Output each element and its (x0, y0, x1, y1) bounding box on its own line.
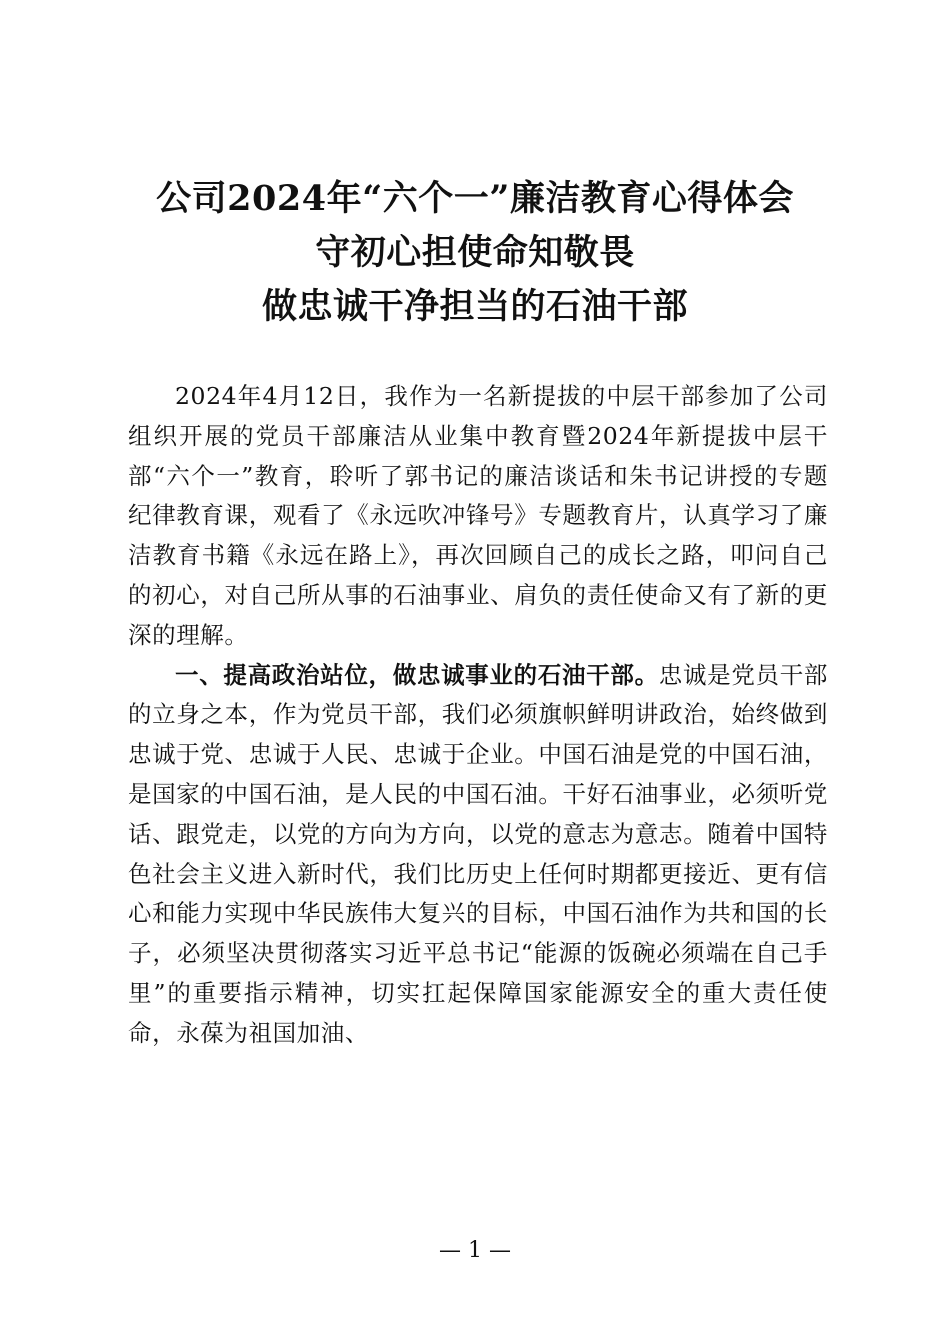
section-1-text: 忠诚是党员干部的立身之本，作为党员干部，我们必须旗帜鲜明讲政治，始终做到忠诚于党、忠诚于人民、忠诚于企业。中国石油是党的中国石油，是国家的中国石油，是人民的中国石油。干好石油事业，必须听党话、跟党走，以党的方向为方向，以党的意志为意志。随着中国特色社会主义进入新时代，我们比历史上任何时期都更接近、更有信心和能力实现中华民族伟大复兴的目标，中国石油作为共和国的长子，必须坚决贯彻落实习近平总书记“能源的饭碗必须端在自己手里”的重要指示精神，切实扛起保障国家能源安全的重大责任使命，永葆为祖国加油、 (128, 660, 829, 1047)
section-1-heading: 一、提高政治站位，做忠诚事业的石油干部。 (175, 660, 659, 689)
paragraph-intro (128, 377, 828, 656)
paragraph-intro-text: 2024年4月12日，我作为一名新提拔的中层干部参加了公司组织开展的党员干部廉洁从业集中教育暨2024年新提拔中层干部“六个一”教育，聆听了郭书记的廉洁谈话和朱书记讲授的专题纪律教育课，观看了《永远吹冲锋号》专题教育片，认真学习了廉洁教育书籍《永远在路上》，再次回顾自己的成长之路，叩问自己的初心，对自己所从事的石油事业、肩负的责任使命又有了新的更深的理解。 (128, 382, 828, 649)
page-number: — 1 — (439, 1238, 511, 1263)
document-title (0, 172, 950, 334)
title-line-sub-1: 守初心担使命知敬畏 (315, 232, 635, 273)
title-line-sub-2: 做忠诚干净担当的石油干部 (261, 286, 688, 327)
title-line-main: 公司2024年“六个一”廉洁教育心得体会 (156, 178, 794, 219)
paragraph-section-1 (128, 656, 828, 1054)
document-body (128, 377, 828, 1054)
